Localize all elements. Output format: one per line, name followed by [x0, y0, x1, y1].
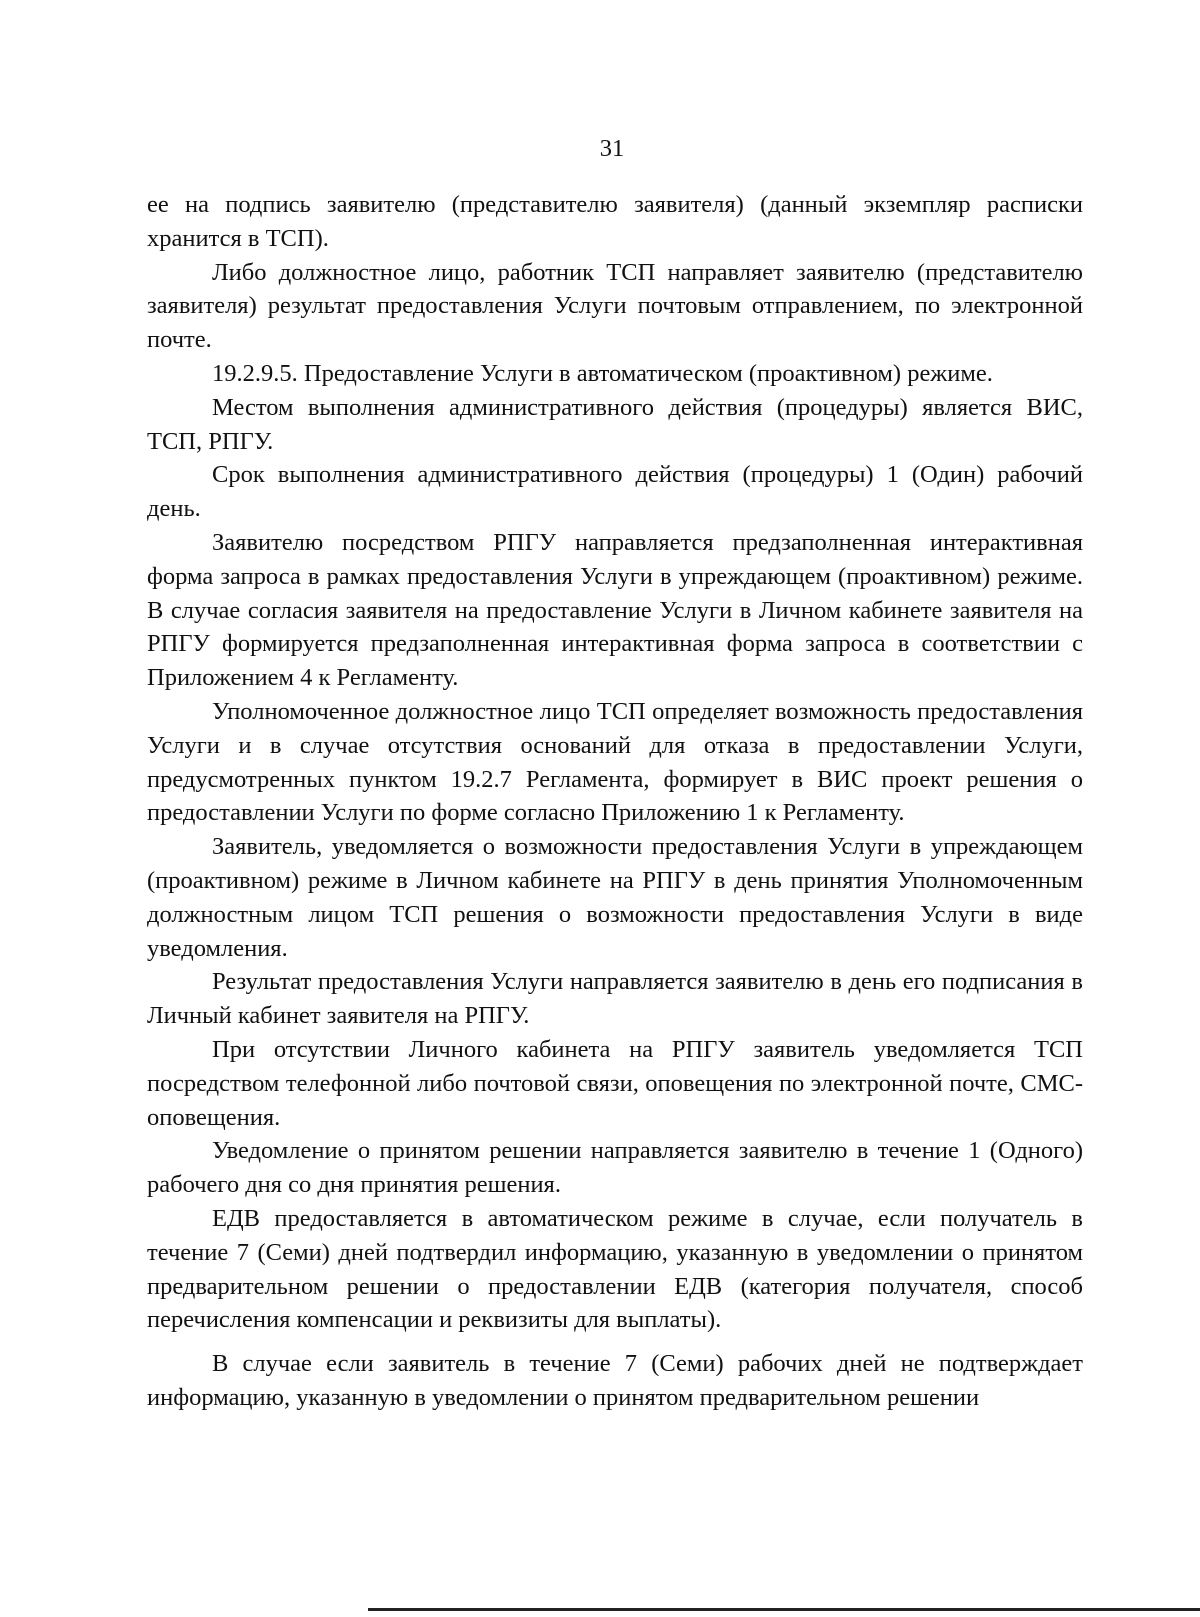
- paragraph-6: Заявителю посредством РПГУ направляется предзаполненная интерактивная форма запроса в рамках предоставления Услуги в упреждающем (проактивном) режиме. В случае согласия заявителя на предоставление Услуги в Личном кабинете заявителя на РПГУ формируется предзаполненная интерактивная форма запроса в соответствии с Приложением 4 к Регламенту.: [147, 528, 1083, 692]
- page-bottom-edge: [368, 1608, 1200, 1611]
- paragraph-1: ее на подпись заявителю (представителю заявителя) (данный экземпляр расписки хранится в ТСП).: [147, 191, 1083, 252]
- paragraph-7: Уполномоченное должностное лицо ТСП определяет возможность предоставления Услуги и в случае отсутствия оснований для отказа в предоставлении Услуги, предусмотренных пунктом 19.2.7 Регламента, формирует в ВИС проект решения о предоставлении Услуги по форме согласно Приложению 1 к Регламенту.: [147, 697, 1083, 827]
- document-body: [147, 188, 1083, 1415]
- paragraph-3: 19.2.9.5. Предоставление Услуги в автоматическом (проактивном) режиме.: [212, 359, 993, 387]
- paragraph-2: Либо должностное лицо, работник ТСП направляет заявителю (представителю заявителя) результат предоставления Услуги почтовым отправлением, по электронной почте.: [147, 258, 1083, 354]
- paragraph-11: Уведомление о принятом решении направляется заявителю в течение 1 (Одного) рабочего дня со дня принятия решения.: [147, 1137, 1083, 1199]
- paragraph-8: Заявитель, уведомляется о возможности предоставления Услуги в упреждающем (проактивном) режиме в Личном кабинете на РПГУ в день принятия Уполномоченным должностным лицом ТСП решения о возможности предоставления Услуги в виде уведомления.: [147, 833, 1083, 962]
- paragraph-4: Местом выполнения административного действия (процедуры) является ВИС, ТСП, РПГУ.: [147, 393, 1083, 455]
- paragraph-12: ЕДВ предоставляется в автоматическом режиме в случае, если получатель в течение 7 (Семи) дней подтвердил информацию, указанную в уведомлении о принятом предварительном решении о предоставлении ЕДВ (категория получателя, способ перечисления компенсации и реквизиты для выплаты).: [147, 1204, 1083, 1334]
- paragraph-13: В случае если заявитель в течение 7 (Семи) рабочих дней не подтверждает информацию, указанную в уведомлении о принятом предварительном решении: [147, 1350, 1083, 1411]
- paragraph-10: При отсутствии Личного кабинета на РПГУ заявитель уведомляется ТСП посредством телефонной либо почтовой связи, оповещения по электронной почте, СМС-оповещения.: [147, 1035, 1083, 1131]
- page-number: 31: [599, 135, 625, 162]
- paragraph-5: Срок выполнения административного действия (процедуры) 1 (Один) рабочий день.: [147, 461, 1083, 523]
- paragraph-9: Результат предоставления Услуги направляется заявителю в день его подписания в Личный кабинет заявителя на РПГУ.: [147, 968, 1083, 1030]
